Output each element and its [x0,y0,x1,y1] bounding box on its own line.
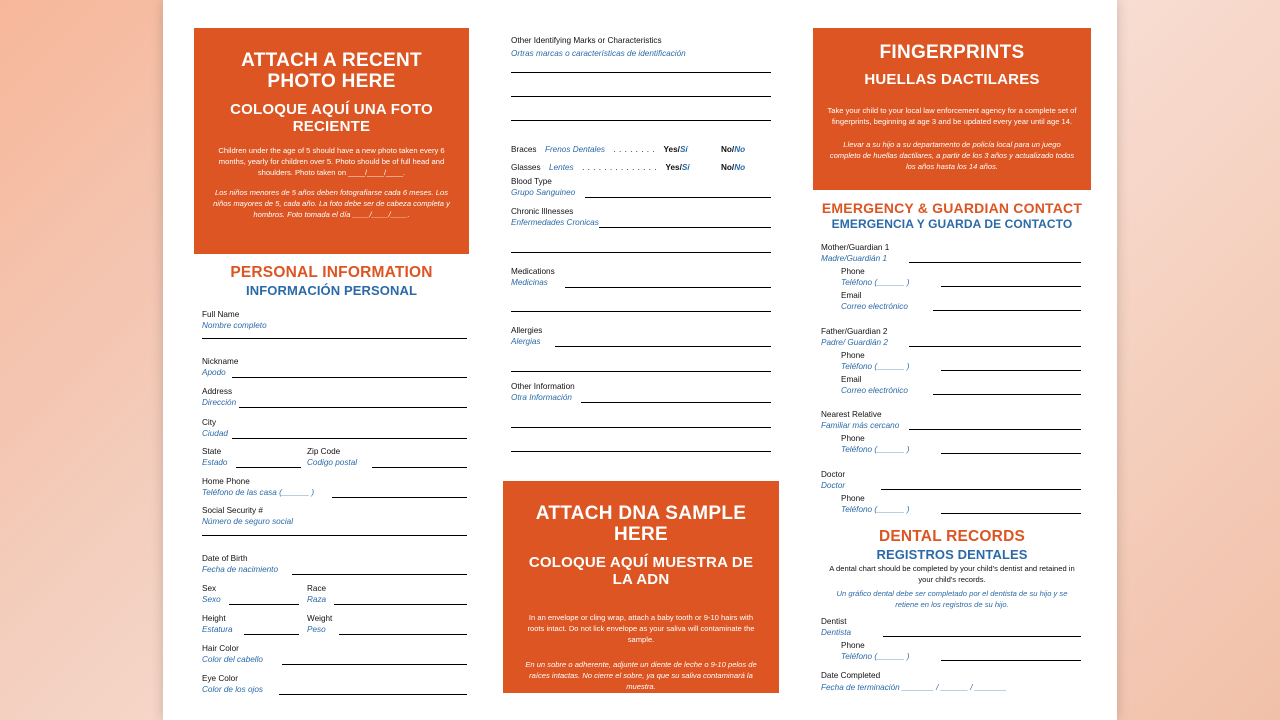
label-father-phone-es: Teléfono (______ ) [841,362,910,371]
fingerprints-title-es: HUELLAS DACTILARES [864,71,1040,89]
label-chronic-illnesses-es: Enfermedades Cronicas [511,218,599,227]
label-dentist-phone-en: Phone [841,641,865,650]
label-blood-type-en: Blood Type [511,177,552,186]
input-father-phone[interactable] [941,370,1081,371]
label-sex-en: Sex [202,584,217,593]
label-mother-phone-es: Teléfono (______ ) [841,278,910,287]
label-address-es: Dirección [202,398,237,407]
label-father-phone-en: Phone [841,351,865,360]
emergency-heading-es: EMERGENCIA Y GUARDA DE CONTACTO [831,217,1073,231]
input-chronic-illnesses-2[interactable] [511,252,771,253]
label-doctor-en: Doctor [821,470,846,479]
label-ssn-en: Social Security # [202,506,263,515]
input-marks-line-3[interactable] [511,120,771,121]
input-doctor-phone[interactable] [941,513,1081,514]
input-relative-phone[interactable] [941,453,1081,454]
label-mother-guardian-es: Madre/Guardián 1 [821,254,887,263]
row-glasses [511,157,690,175]
label-braces-es: Frenos Dentales [544,145,606,154]
glasses-no-es[interactable]: No [734,163,746,172]
dental-heading-en: DENTAL RECORDS [878,528,1026,545]
label-eye-color-en: Eye Color [202,674,238,683]
label-hair-color-es: Color del cabello [202,655,263,664]
glasses-no-en[interactable]: No/ [721,163,735,172]
label-relative-phone-es: Teléfono (______ ) [841,445,910,454]
label-state-en: State [202,447,222,456]
input-nearest-relative-name[interactable] [909,429,1081,430]
label-home-phone-es: Teléfono de las casa (______ ) [202,488,315,497]
dental-body-en: A dental chart should be completed by your child's dentist and retained in your child's records. [829,564,1075,584]
attach-dna-body-en: In an envelope or cling wrap, attach a baby tooth or 9-10 hairs with roots intact. Do not lick envelope as your saliva will contaminate the sample. [527,613,755,645]
input-mother-phone[interactable] [941,286,1081,287]
braces-no-es[interactable]: No [734,145,746,154]
input-mother-email[interactable] [933,310,1081,311]
fingerprints-title-en: FINGERPRINTS [879,42,1025,63]
fingerprints-body-en: Take your child to your local law enforcement agency for a complete set of fingerprints, beginning at age 3 and be updated every year until age 14. [827,105,1077,126]
label-father-guardian-en: Father/Guardian 2 [821,327,888,336]
input-marks-line-2[interactable] [511,96,771,97]
attach-dna-body-es: En un sobre o adherente, adjunte un diente de leche o 9-10 pelos de raíces intactas. No cierre el sobre, ya que su saliva contaminará la muestra. [525,660,757,692]
label-dentist-phone-es: Teléfono (______ ) [841,652,910,661]
braces-dots: . . . . . . . . [613,145,656,154]
label-race-en: Race [307,584,327,593]
dental-heading-es: REGISTROS DENTALES [876,547,1028,562]
label-doctor-phone-es: Teléfono (______ ) [841,505,910,514]
glasses-yes-es[interactable]: Sí [681,163,690,172]
input-other-information-1[interactable] [581,402,771,403]
label-weight-en: Weight [307,614,333,623]
input-address[interactable] [239,407,467,408]
label-city-es: Ciudad [202,429,228,438]
glasses-yes-en[interactable]: Yes/ [665,163,682,172]
input-nickname[interactable] [232,377,467,378]
label-father-email-en: Email [841,375,862,384]
row-braces [511,139,688,157]
fingerprints-box [813,28,1091,190]
attach-photo-body-en: Children under the age of 5 should have a new photo taken every 6 months, yearly for children over 5. Photo should be of full head and shoulders. Photo taken on ____/____/____. [218,146,445,178]
input-height[interactable] [244,634,299,635]
input-allergies-1[interactable] [555,346,771,347]
label-height-en: Height [202,614,226,623]
input-mother-guardian-name[interactable] [909,262,1081,263]
personal-information-heading-es: INFORMACIÓN PERSONAL [246,283,417,298]
label-full-name-en: Full Name [202,310,240,319]
label-dob-en: Date of Birth [202,554,248,563]
label-city-en: City [202,418,217,427]
label-zip-code-en: Zip Code [307,447,341,456]
label-other-information-es: Otra Información [511,393,572,402]
label-ssn-es: Número de seguro social [202,517,294,526]
braces-no-group [721,139,745,157]
label-glasses-es: Lentes [549,163,574,172]
label-address-en: Address [202,387,233,396]
input-state[interactable] [236,467,301,468]
label-weight-es: Peso [307,625,326,634]
input-zip-code[interactable] [372,467,467,468]
label-hair-color-en: Hair Color [202,644,239,653]
input-race[interactable] [334,604,467,605]
label-chronic-illnesses-en: Chronic Illnesses [511,207,574,216]
attach-dna-title-en: ATTACH DNA SAMPLE HERE [535,503,747,546]
label-state-es: Estado [202,458,228,467]
label-sex-es: Sexo [202,595,221,604]
label-dentist-es: Dentista [821,628,852,637]
label-relative-phone-en: Phone [841,434,865,443]
input-father-email[interactable] [933,394,1081,395]
label-braces-en: Braces [511,145,537,154]
label-nickname-en: Nickname [202,357,239,366]
label-nearest-relative-en: Nearest Relative [821,410,882,419]
input-home-phone[interactable] [332,497,467,498]
label-doctor-phone-en: Phone [841,494,865,503]
label-zip-code-es: Codigo postal [307,458,358,467]
emergency-heading-en: EMERGENCY & GUARDIAN CONTACT [821,200,1083,216]
label-eye-color-es: Color de los ojos [202,685,263,694]
label-date-completed-es[interactable]: Fecha de terminación _______ / ______ / _______ [821,683,1007,692]
glasses-no-group [721,157,745,175]
attach-photo-box [194,28,469,254]
braces-yes-en[interactable]: Yes/ [663,145,680,154]
input-sex[interactable] [229,604,299,605]
label-identifying-marks-es: Ortras marcas o características de identificación [511,49,686,58]
label-medications-en: Medications [511,267,555,276]
input-full-name[interactable] [202,338,467,339]
input-dentist-name[interactable] [883,636,1081,637]
document-page [163,0,1117,720]
personal-information-heading-en: PERSONAL INFORMATION [230,264,433,281]
label-doctor-es: Doctor [821,481,846,490]
input-allergies-2[interactable] [511,371,771,372]
label-dob-es: Fecha de nacimiento [202,565,279,574]
label-medications-es: Medicinas [511,278,548,287]
label-mother-phone-en: Phone [841,267,865,276]
label-father-email-es: Correo electrónico [841,386,908,395]
label-mother-guardian-en: Mother/Guardian 1 [821,243,890,252]
input-weight[interactable] [339,634,467,635]
input-father-guardian-name[interactable] [909,346,1081,347]
label-race-es: Raza [307,595,327,604]
label-mother-email-en: Email [841,291,862,300]
attach-photo-title-es: COLOQUE AQUÍ UNA FOTO RECIENTE [230,100,433,135]
label-father-guardian-es: Padre/ Guardián 2 [821,338,888,347]
input-medications-2[interactable] [511,311,771,312]
label-home-phone-en: Home Phone [202,477,250,486]
input-hair-color[interactable] [282,664,467,665]
input-doctor-name[interactable] [881,489,1081,490]
label-other-information-en: Other Information [511,382,575,391]
fingerprints-body-es: Llevar a su hijo a su departamento de policía local para un juego completo de huellas dactilares, a partir de los 3 años y actualizado todos los años hasta los 14 años. [829,139,1075,171]
input-other-information-2[interactable] [511,427,771,428]
label-nearest-relative-es: Familiar más cercano [821,421,900,430]
attach-dna-box [503,481,779,693]
glasses-dots: . . . . . . . . . . . . . . [582,163,657,172]
input-medications-1[interactable] [565,287,771,288]
attach-dna-title-es: COLOQUE AQUÍ MUESTRA DE LA ADN [528,553,754,588]
dental-body-es: Un gráfico dental debe ser completado por el dentista de su hijo y se retiene en los registros de su hijo. [836,589,1068,609]
input-eye-color[interactable] [279,694,467,695]
braces-yes-es[interactable]: Sí [679,145,688,154]
label-dentist-en: Dentist [821,617,847,626]
label-glasses-en: Glasses [511,163,541,172]
label-full-name-es: Nombre completo [202,321,267,330]
attach-photo-title-en: ATTACH A RECENT PHOTO HERE [241,50,422,93]
label-nickname-es: Apodo [202,368,226,377]
label-date-completed-en: Date Completed [821,671,881,680]
label-mother-email-es: Correo electrónico [841,302,908,311]
label-identifying-marks-en: Other Identifying Marks or Characteristics [511,36,662,45]
label-height-es: Estatura [202,625,233,634]
input-city[interactable] [232,438,467,439]
input-dentist-phone[interactable] [941,660,1081,661]
input-ssn[interactable] [202,535,467,536]
input-marks-line-1[interactable] [511,72,771,73]
label-blood-type-es: Grupo Sanguineo [511,188,576,197]
input-chronic-illnesses-1[interactable] [599,227,771,228]
label-allergies-en: Allergies [511,326,543,335]
input-dob[interactable] [292,574,467,575]
attach-photo-body-es: Los niños menores de 5 años deben fotografiarse cada 6 meses. Los niños mayores de 5, cada año. La foto debe ser de cabeza completa y hombros. Foto tomada el día ____/____/____. [213,188,450,220]
label-allergies-es: Alergias [511,337,541,346]
braces-no-en[interactable]: No/ [721,145,735,154]
input-blood-type[interactable] [585,197,771,198]
input-other-information-3[interactable] [511,451,771,452]
